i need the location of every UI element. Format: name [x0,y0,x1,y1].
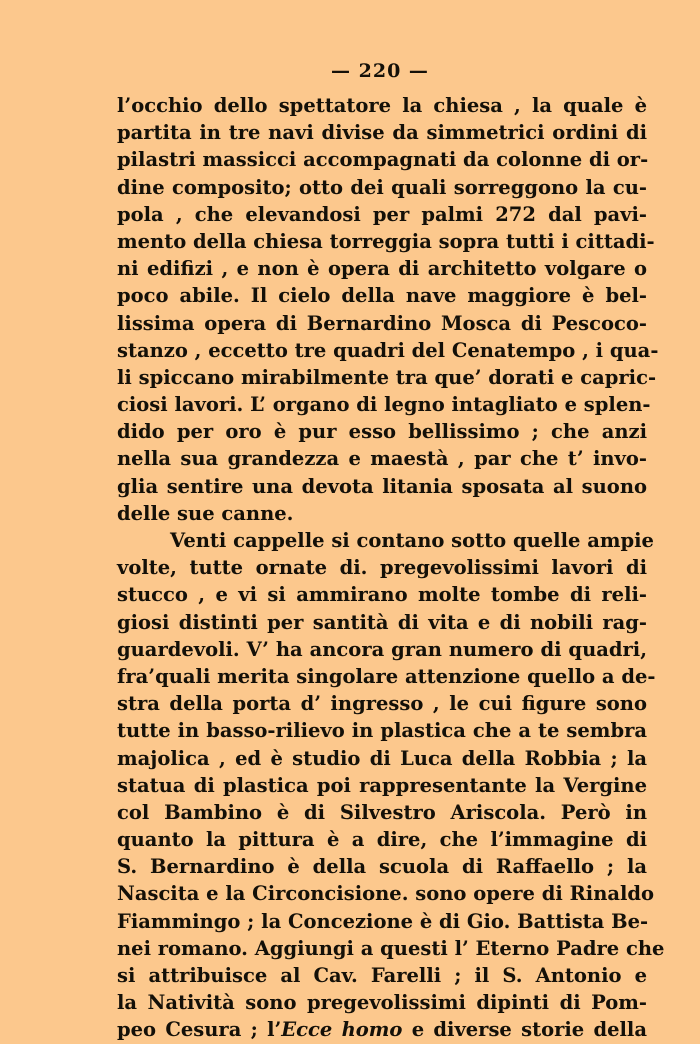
text-line-8: poco abile. Il cielo della nave maggiore è bel- [117,284,647,308]
text-line-24: tutte in basso-rilievo in plastica che a te sembra [117,719,647,743]
text-line-26: statua di plastica poi rappresentante la Vergine [117,773,647,797]
text-line-25: majolica , ed è studio di Luca della Robbia ; la [117,746,647,770]
text-line-16: delle sue canne. [117,501,294,525]
text-line-1: l’occhio dello spettatore la chiesa , la quale è [117,94,647,117]
text-line-28: quanto la pittura è a dire, che l’immagine di [117,828,647,852]
text-body [117,92,665,1044]
text-line-21: guardevoli. V’ ha ancora gran numero di quadri, [117,637,647,661]
text-line-3: pilastri massicci accompagnati da colonne di or- [117,148,649,172]
text-line-2: partita in tre navi divise da simmetrici ordini di [117,121,647,145]
text-line-4: dine composito; otto dei quali sorreggono la cu- [117,175,647,199]
text-line-30: Nascita e la Circoncisione. sono opere di Rinaldo [117,882,655,906]
text-line-32: nei romano. Aggiungi a questi l’ Eterno Padre che [117,936,665,960]
text-line-17: Venti cappelle si contano sotto quelle ampie [170,529,654,552]
text-line-29: S. Bernardino è della scuola di Raffaello ; la [117,855,647,879]
text-line-31: Fiammingo ; la Concezione è di Gio. Battista Be- [117,909,649,933]
text-line-14: nella sua grandezza e maestà , par che t’ invo- [117,447,647,471]
text-line-35 [117,1016,647,1043]
text-line-15: glia sentire una devota litania sposata al suono [117,474,647,498]
last-line-start: peo Cesura ; l’ [117,1018,282,1042]
text-line-22: fra’quali merita singolare attenzione quello a de- [117,664,656,688]
italic-title: Ecce homo [281,1018,403,1042]
text-line-20: giosi distinti per santità di vita e di nobili rag- [117,610,647,634]
text-line-6: mento della chiesa torreggia sopra tutti i cittadi- [117,229,655,253]
text-line-7: ni edifizi , e non è opera di architetto volgare o [117,257,647,281]
text-line-27: col Bambino è di Silvestro Ariscola. Però in [117,800,647,824]
text-line-10: stanzo , eccetto tre quadri del Cenatempo , i qua- [117,338,659,362]
text-line-33: si attribuisce al Cav. Farelli ; il S. Antonio e [117,964,647,987]
text-line-13: dido per oro è pur esso bellissimo ; che anzi [117,420,647,444]
text-line-12: ciosi lavori. L’ organo di legno intagliato e splen- [117,393,651,417]
text-line-5: pola , che elevandosi per palmi 272 dal pavi- [117,202,647,226]
text-line-19: stucco , e vi si ammirano molte tombe di reli- [117,583,647,607]
text-line-11: li spiccano mirabilmente tra que’ dorati e capric- [117,365,657,389]
last-line-end: e diverse storie della [402,1018,647,1042]
text-line-9: lissima opera di Bernardino Mosca di Pescoco- [117,311,647,335]
text-line-34: la Natività sono pregevolissimi dipinti di Pom- [117,991,647,1015]
text-line-23: stra della porta d’ ingresso , le cui figure sono [117,692,647,716]
page-number: — 220 — [331,60,429,82]
text-line-18: volte, tutte ornate di. pregevolissimi lavori di [117,556,647,580]
